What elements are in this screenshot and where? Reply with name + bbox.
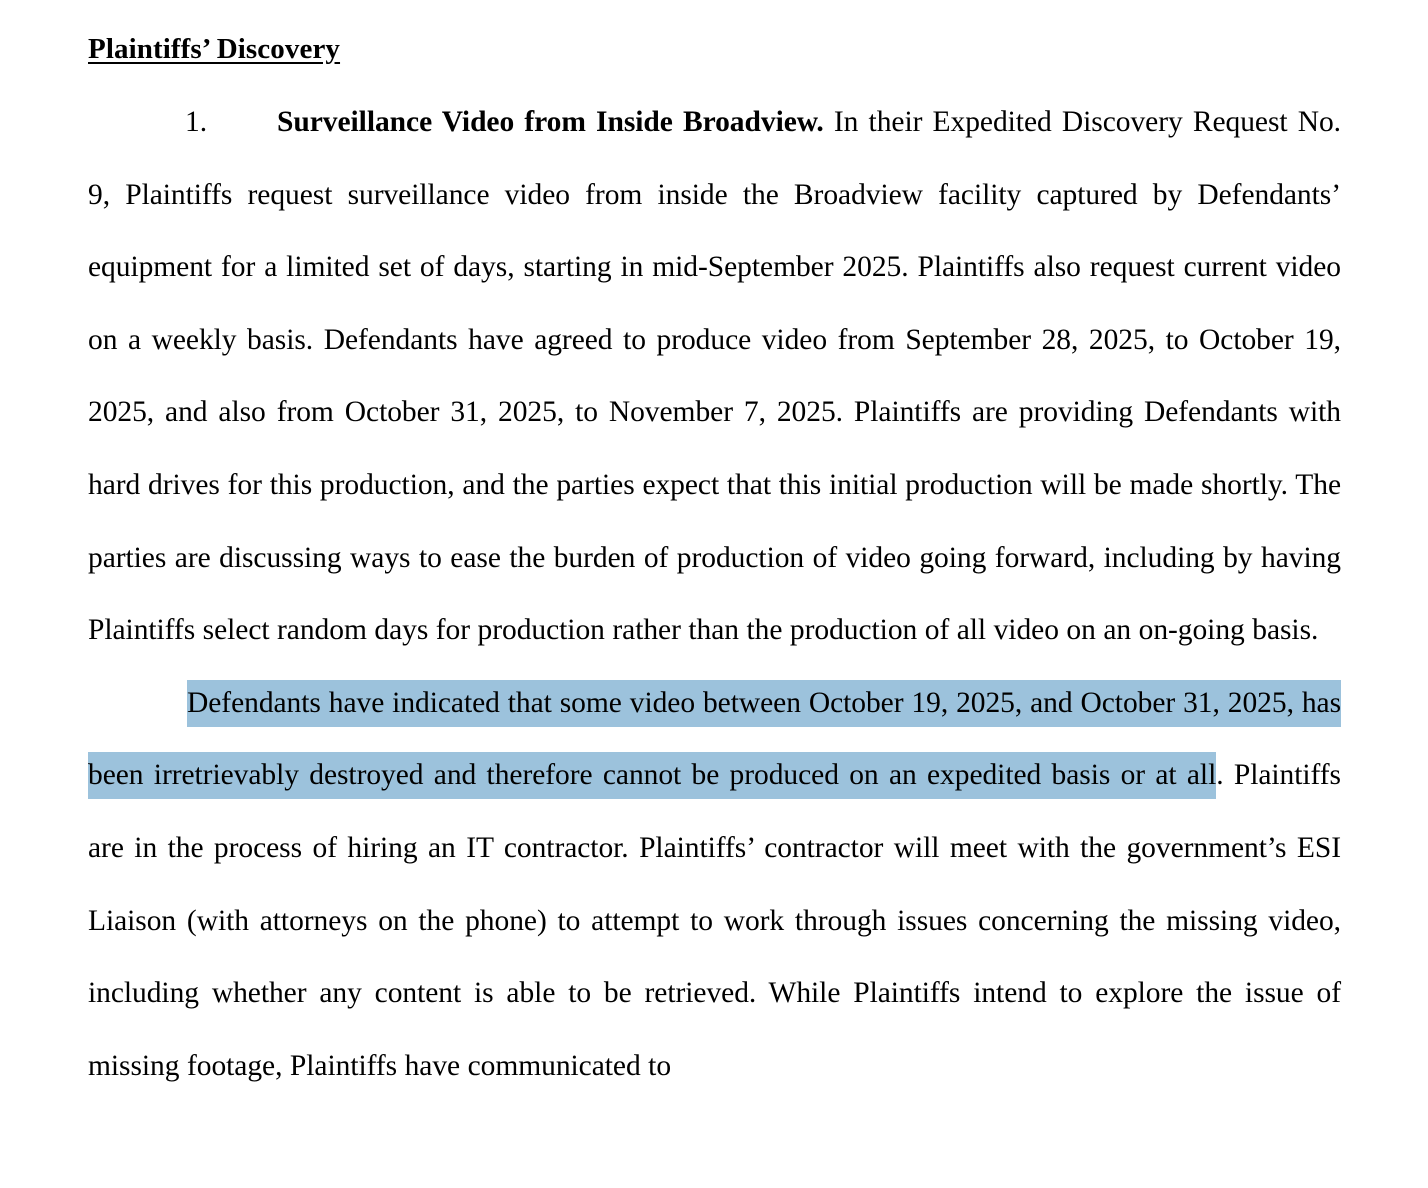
run-in-heading: Surveillance Video from Inside Broadview. [277, 106, 824, 138]
paragraph-1-body [824, 106, 834, 138]
paragraph-2 [88, 667, 1341, 1103]
paragraph-1-text: In their Expedited Discovery Request No. 9, Plaintiffs request surveillance video from inside the Broadview facility captured by Defendants’ equipment for a limited set of days, starting in mid-September 2025. Plaintiffs also request current video on a weekly basis. Defendants have agreed to produce video from September 28, 2025, to October 19, 2025, and also from October 31, 2025, to November 7, 2025. Plaintiffs are providing Defendants with hard drives for this production, and the parties expect that this initial production will be made shortly. The parties are discussing ways to ease the burden of production of video going forward, including by having Plaintiffs select random days for production rather than the production of all video on an on-going basis. [88, 106, 1341, 647]
paragraph-2-text: . Plaintiffs are in the process of hiring an IT contractor. Plaintiffs’ contractor will meet with the government’s ESI Liaison (with attorneys on the phone) to attempt to work through issues concerning the missing video, including whether any content is able to be retrieved. While Plaintiffs intend to explore the issue of missing footage, Plaintiffs have communicated to [88, 759, 1341, 1082]
page-title: Plaintiffs’ Discovery [88, 33, 341, 65]
list-number: 1. [185, 106, 208, 138]
highlighted-text: Defendants have indicated that some video between October 19, 2025, and October 31, 2025, has been irretrievably destroyed and therefore cannot be produced on an expedited basis or at all [88, 680, 1341, 800]
paragraph-item-1 [88, 86, 1341, 667]
document-content [88, 0, 1341, 1102]
